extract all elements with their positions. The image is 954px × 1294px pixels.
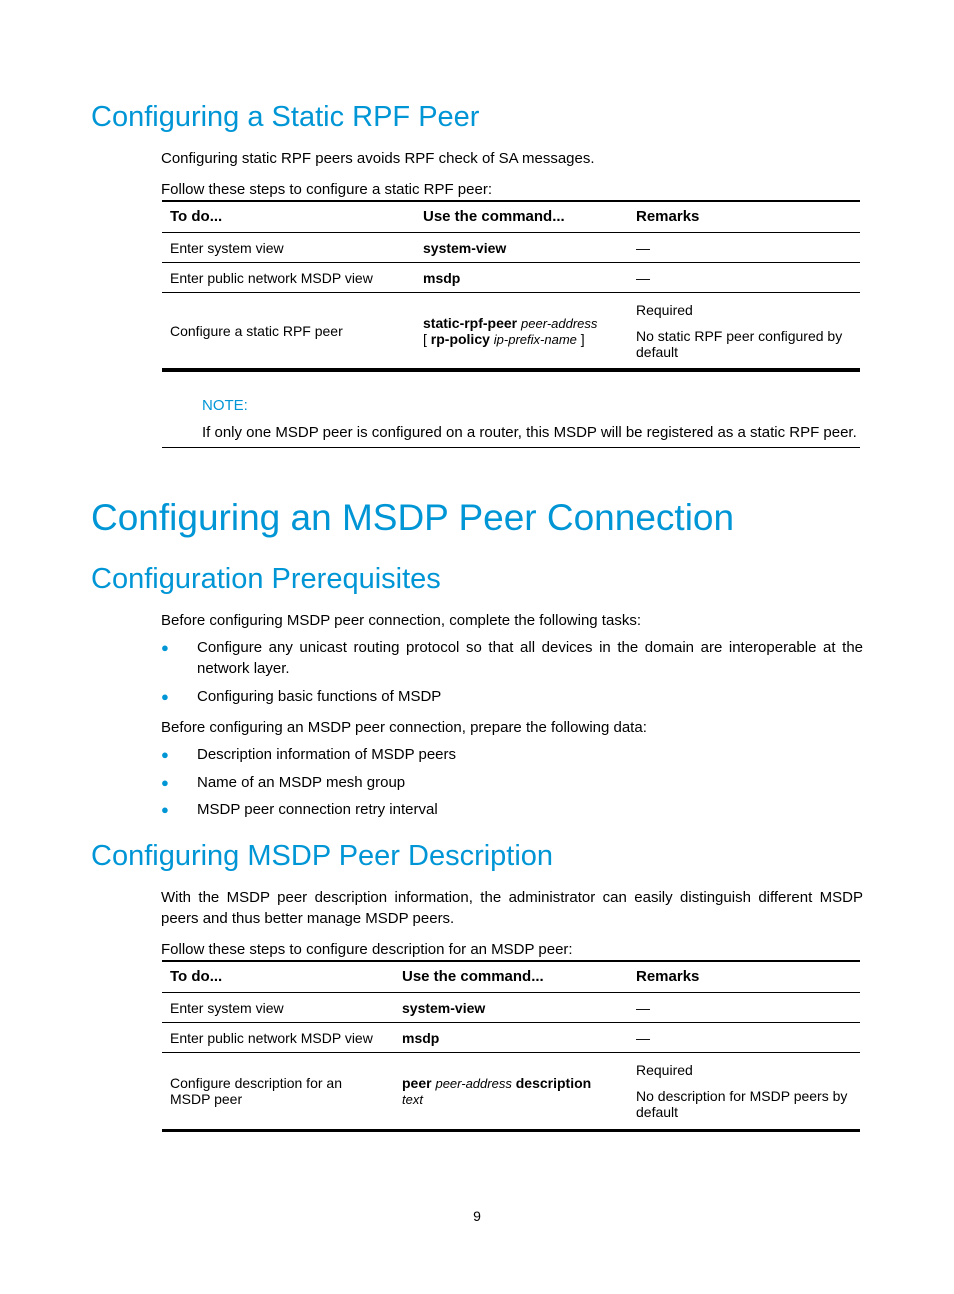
todo-cell: Configure a static RPF peer	[162, 293, 415, 371]
list-item	[161, 772, 863, 793]
todo-cell: Enter public network MSDP view	[162, 1023, 394, 1053]
remark-cell: —	[628, 993, 860, 1023]
column-header-todo: To do...	[162, 201, 415, 233]
remark-cell: —	[628, 1023, 860, 1053]
list-item	[161, 686, 863, 707]
bracket-close: ]	[580, 331, 585, 347]
bullet-icon: ●	[161, 689, 169, 704]
list-item-text: Configure any unicast routing protocol so that all devices in the domain are interoperable at the network layer.	[197, 639, 863, 677]
remark-required: Required	[636, 1062, 693, 1078]
bullet-icon: ●	[161, 775, 169, 790]
table-header-row	[162, 961, 860, 993]
list-item-text: Description information of MSDP peers	[197, 746, 456, 763]
column-header-remarks: Remarks	[628, 201, 860, 233]
section-title-peer-description: Configuring MSDP Peer Description	[91, 840, 554, 872]
section-intro: Configuring static RPF peers avoids RPF check of SA messages.	[161, 150, 595, 167]
table-row	[162, 1053, 860, 1131]
chapter-title: Configuring an MSDP Peer Connection	[91, 497, 735, 538]
command-cell	[415, 293, 628, 371]
remark-cell	[628, 293, 860, 371]
command-keyword: peer	[402, 1075, 432, 1091]
static-rpf-peer-table	[162, 200, 860, 372]
column-header-command: Use the command...	[394, 961, 628, 993]
peer-description-table	[162, 960, 860, 1132]
command-cell: msdp	[394, 1023, 628, 1053]
command-keyword: description	[515, 1075, 592, 1091]
command-cell	[394, 1053, 628, 1131]
remark-default: No static RPF peer configured by default	[636, 328, 843, 360]
column-header-command: Use the command...	[415, 201, 628, 233]
command-cell: msdp	[415, 263, 628, 293]
section-intro: With the MSDP peer description information, the administrator can easily distinguish different MSDP peers and thus better manage MSDP peers.	[161, 889, 863, 927]
command-keyword: rp-policy	[430, 331, 490, 347]
table-row	[162, 263, 860, 293]
bullet-icon: ●	[161, 802, 169, 817]
table-header-row	[162, 201, 860, 233]
todo-cell: Enter public network MSDP view	[162, 263, 415, 293]
table-row	[162, 1023, 860, 1053]
list-item-text: MSDP peer connection retry interval	[197, 801, 438, 818]
todo-cell: Enter system view	[162, 993, 394, 1023]
remark-default: No description for MSDP peers by default	[636, 1088, 848, 1120]
list-item	[161, 637, 863, 679]
list-item-text: Name of an MSDP mesh group	[197, 774, 406, 791]
bullet-icon: ●	[161, 640, 169, 655]
command-keyword: static-rpf-peer	[423, 315, 518, 331]
table-row	[162, 233, 860, 263]
command-cell: system-view	[415, 233, 628, 263]
command-cell: system-view	[394, 993, 628, 1023]
command-argument: peer-address	[521, 316, 598, 331]
note-text: If only one MSDP peer is configured on a router, this MSDP will be registered as a static RPF peer.	[202, 424, 857, 441]
table-row	[162, 293, 860, 371]
steps-lead: Follow these steps to configure a static RPF peer:	[161, 181, 492, 198]
remark-required: Required	[636, 302, 693, 318]
todo-cell: Enter system view	[162, 233, 415, 263]
remark-cell: —	[628, 233, 860, 263]
section-title-static-rpf-peer: Configuring a Static RPF Peer	[91, 101, 480, 133]
bracket-open: [	[423, 331, 427, 347]
bullet-icon: ●	[161, 747, 169, 762]
page-number: 9	[473, 1208, 481, 1224]
column-header-todo: To do...	[162, 961, 394, 993]
prereq-lead-data: Before configuring an MSDP peer connection, prepare the following data:	[161, 719, 647, 736]
table-row	[162, 993, 860, 1023]
prereq-lead-tasks: Before configuring MSDP peer connection, complete the following tasks:	[161, 612, 641, 629]
todo-cell: Configure description for an MSDP peer	[162, 1053, 394, 1131]
command-argument: text	[402, 1092, 423, 1107]
note-box	[162, 368, 860, 448]
list-item	[161, 799, 863, 820]
section-title-prerequisites: Configuration Prerequisites	[91, 563, 441, 595]
list-item-text: Configuring basic functions of MSDP	[197, 688, 442, 705]
list-item	[161, 744, 863, 765]
steps-lead: Follow these steps to configure description for an MSDP peer:	[161, 941, 573, 958]
note-label: NOTE:	[202, 397, 248, 414]
column-header-remarks: Remarks	[628, 961, 860, 993]
command-argument: peer-address	[435, 1076, 512, 1091]
command-argument: ip-prefix-name	[493, 332, 577, 347]
remark-cell	[628, 1053, 860, 1131]
remark-cell: —	[628, 263, 860, 293]
